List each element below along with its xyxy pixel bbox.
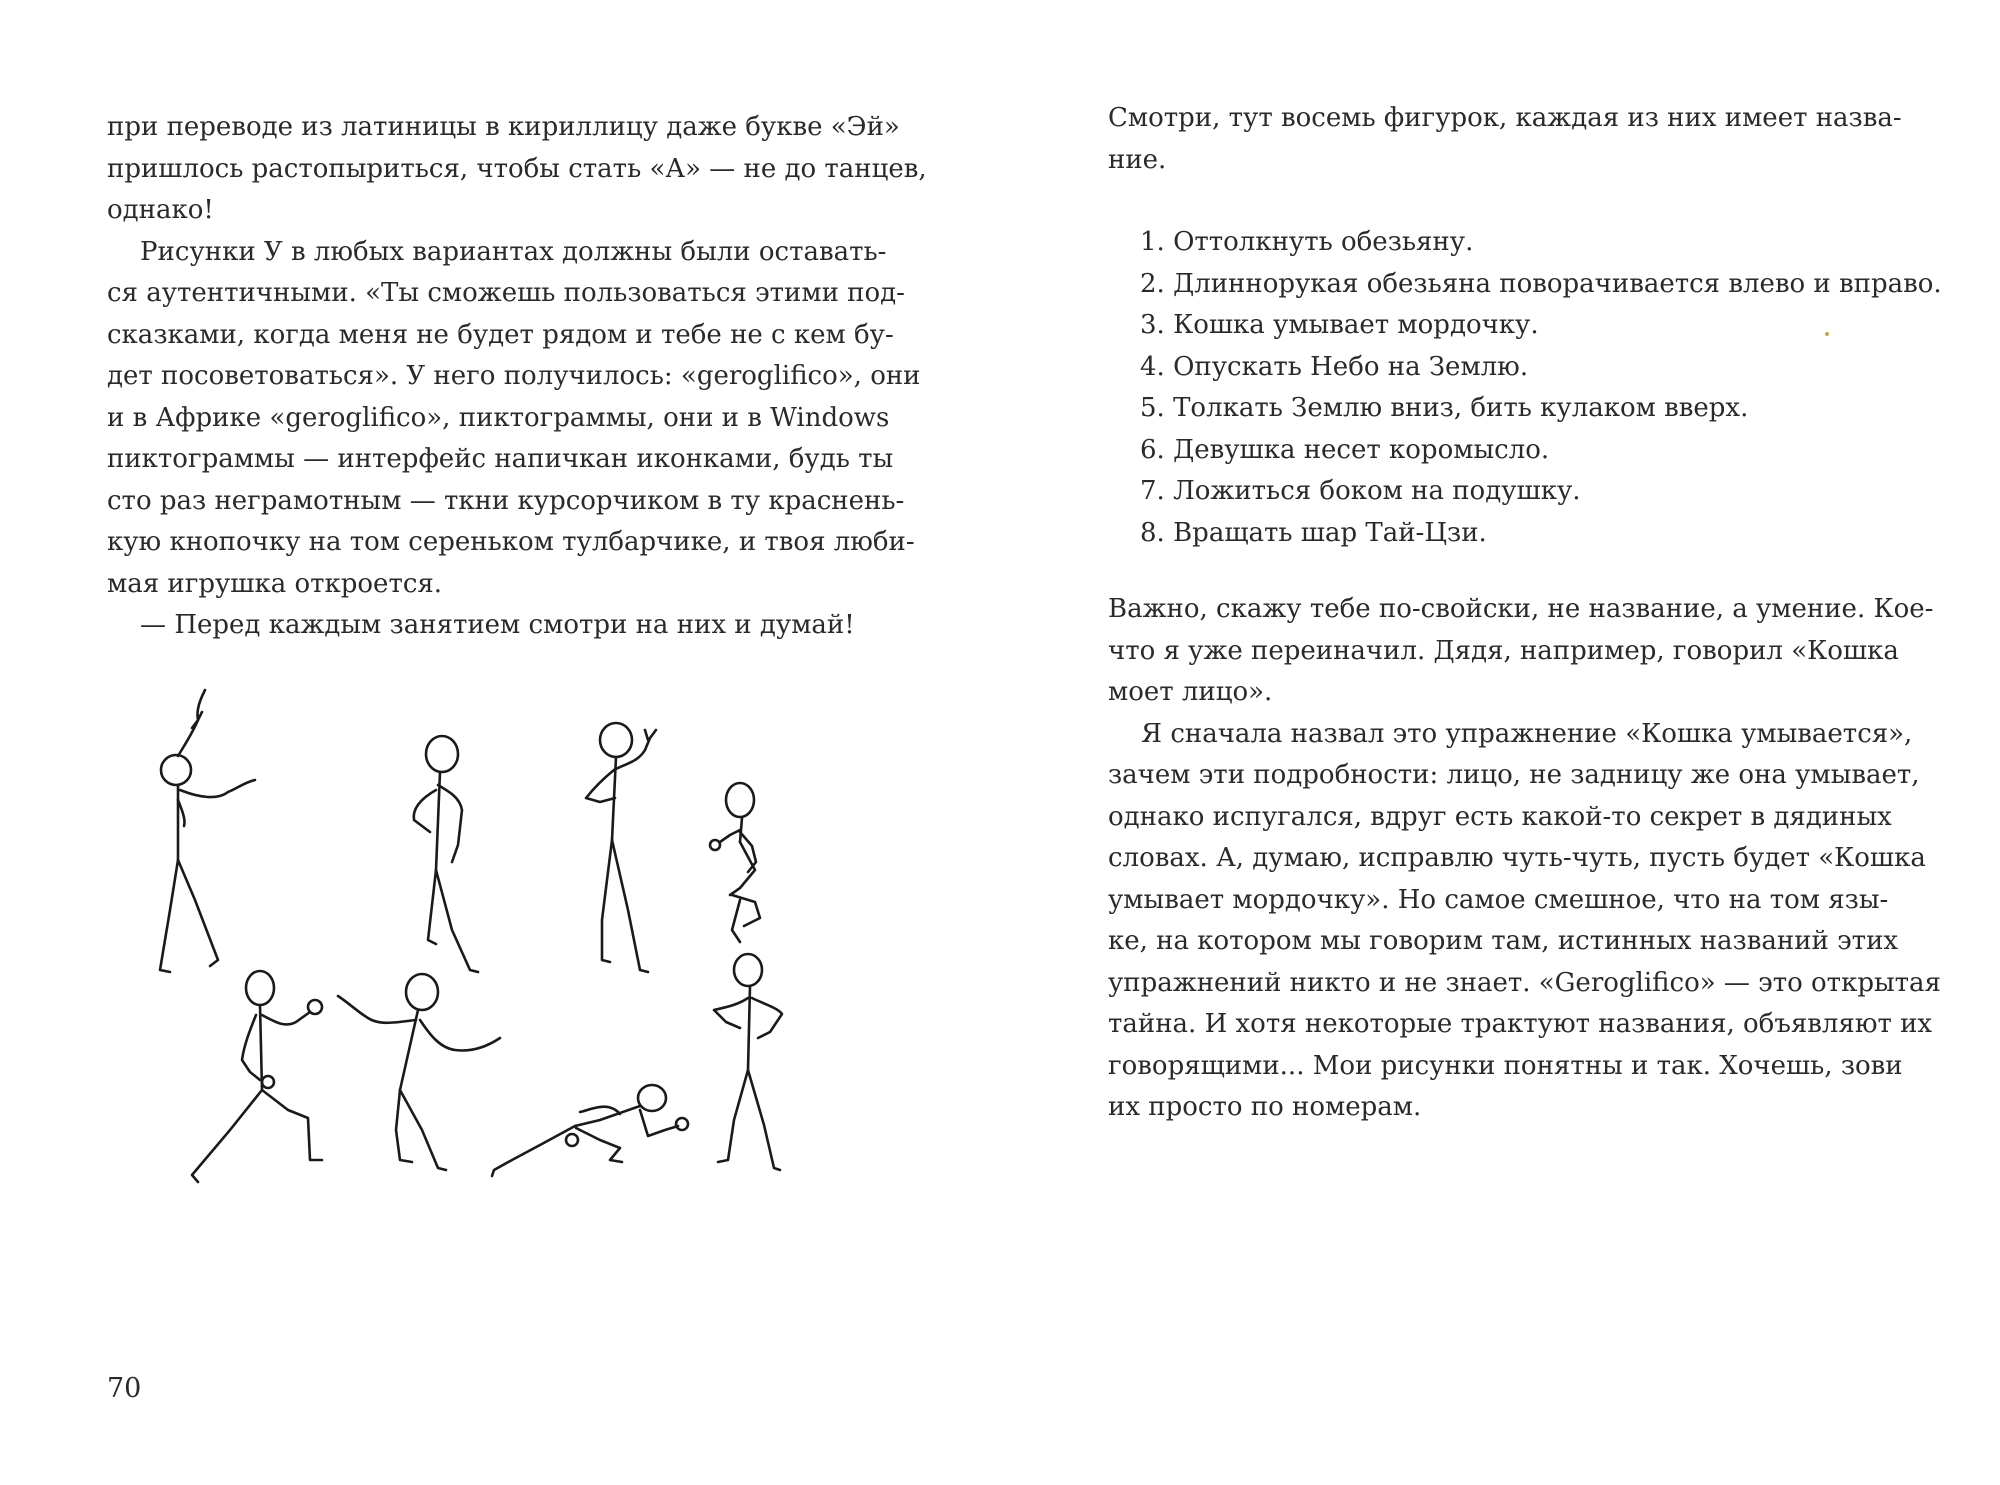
text-line: тайна. И хотя некоторые трактуют названия, объявляют их [1108, 1009, 1933, 1039]
text-line: мая игрушка откроется. [107, 568, 443, 599]
text-line: дет посоветоваться». У него получилось: «geroglifico», они [107, 361, 921, 391]
stick-figures-svg [100, 670, 890, 1270]
text-line: ке, на котором мы говорим там, истинных названий этих [1108, 926, 1899, 956]
text-line: Смотри, тут восемь фигурок, каждая из них имеет назва- [1108, 103, 1902, 133]
text-line: — Перед каждым занятием смотри на них и думай! [107, 610, 855, 640]
list-item: 1. Оттолкнуть обезьяну. [1140, 227, 1474, 257]
text-line: зачем эти подробности: лицо, не задницу же она умывает, [1108, 760, 1920, 790]
text-line: однако испугался, вдруг есть какой-то секрет в дядиных [1108, 801, 1892, 832]
stick-figure-4-icon [710, 783, 760, 942]
list-item: 5. Толкать Землю вниз, бить кулаком вверх. [1140, 393, 1749, 423]
list-item: 6. Девушка несет коромысло. [1140, 434, 1550, 465]
text-line: упражнений никто и не знает. «Geroglifico» — это открытая [1108, 967, 1941, 998]
stick-figure-7-icon [492, 1085, 688, 1176]
text-line: ся аутентичными. «Ты сможешь пользоваться этими под- [107, 278, 905, 308]
exercise-list [1140, 222, 1942, 554]
stick-figure-3-icon [586, 723, 656, 972]
list-item: 3. Кошка умывает мордочку. [1140, 310, 1539, 340]
text-line: моет лицо». [1108, 677, 1273, 707]
text-line: Важно, скажу тебе по-свойски, не название, а умение. Кое- [1108, 594, 1934, 624]
text-line: умывает мордочку». Но самое смешное, что на том язы- [1108, 884, 1889, 915]
text-line: ние. [1108, 144, 1167, 175]
list-item: 7. Ложиться боком на подушку. [1140, 476, 1581, 506]
text-line: при переводе из латиницы в кириллицу даже букве «Эй» [107, 112, 900, 142]
list-item: 2. Длиннорукая обезьяна поворачивается влево и вправо. [1140, 268, 1942, 299]
text-line: говорящими... Мои рисунки понятны и так. Хочешь, зови [1108, 1050, 1903, 1081]
text-line: словах. А, думаю, исправлю чуть-чуть, пусть будет «Кошка [1108, 843, 1926, 873]
text-line: пришлось растопыриться, чтобы стать «А» — не до танцев, [107, 153, 927, 184]
list-item: 8. Вращать шар Тай-Цзи. [1140, 517, 1487, 548]
stick-figure-5-icon [192, 971, 322, 1182]
stick-figure-2-icon [414, 736, 478, 972]
text-line: сказками, когда меня не будет рядом и тебе не с кем бу- [107, 319, 894, 350]
stick-figure-8-icon [714, 954, 782, 1170]
text-line: что я уже переиначил. Дядя, например, говорил «Кошка [1108, 635, 1899, 666]
stick-figure-1-icon [160, 690, 255, 972]
ink-speck [1825, 332, 1829, 336]
text-line: Я сначала назвал это упражнение «Кошка умывается», [1108, 718, 1913, 749]
list-item: 4. Опускать Небо на Землю. [1140, 351, 1529, 382]
text-line: кую кнопочку на том сереньком тулбарчике, и твоя люби- [107, 527, 915, 557]
text-line: однако! [107, 195, 214, 225]
right-body-text [1108, 589, 1941, 1129]
text-line: и в Африке «geroglifico», пиктограммы, они и в Windows [107, 402, 890, 433]
page-number: 70 [107, 1373, 142, 1404]
text-line: пиктограммы — интерфейс напичкан иконками, будь ты [107, 444, 894, 474]
left-paragraph [107, 107, 927, 647]
text-line: сто раз неграмотным — ткни курсорчиком в ту краснень- [107, 485, 905, 516]
text-line: их просто по номерам. [1108, 1092, 1422, 1122]
text-line: Рисунки У в любых вариантах должны были оставать- [107, 236, 887, 267]
stick-figures-illustration [100, 670, 890, 1270]
right-intro [1108, 98, 1902, 181]
stick-figure-6-icon [338, 974, 500, 1170]
